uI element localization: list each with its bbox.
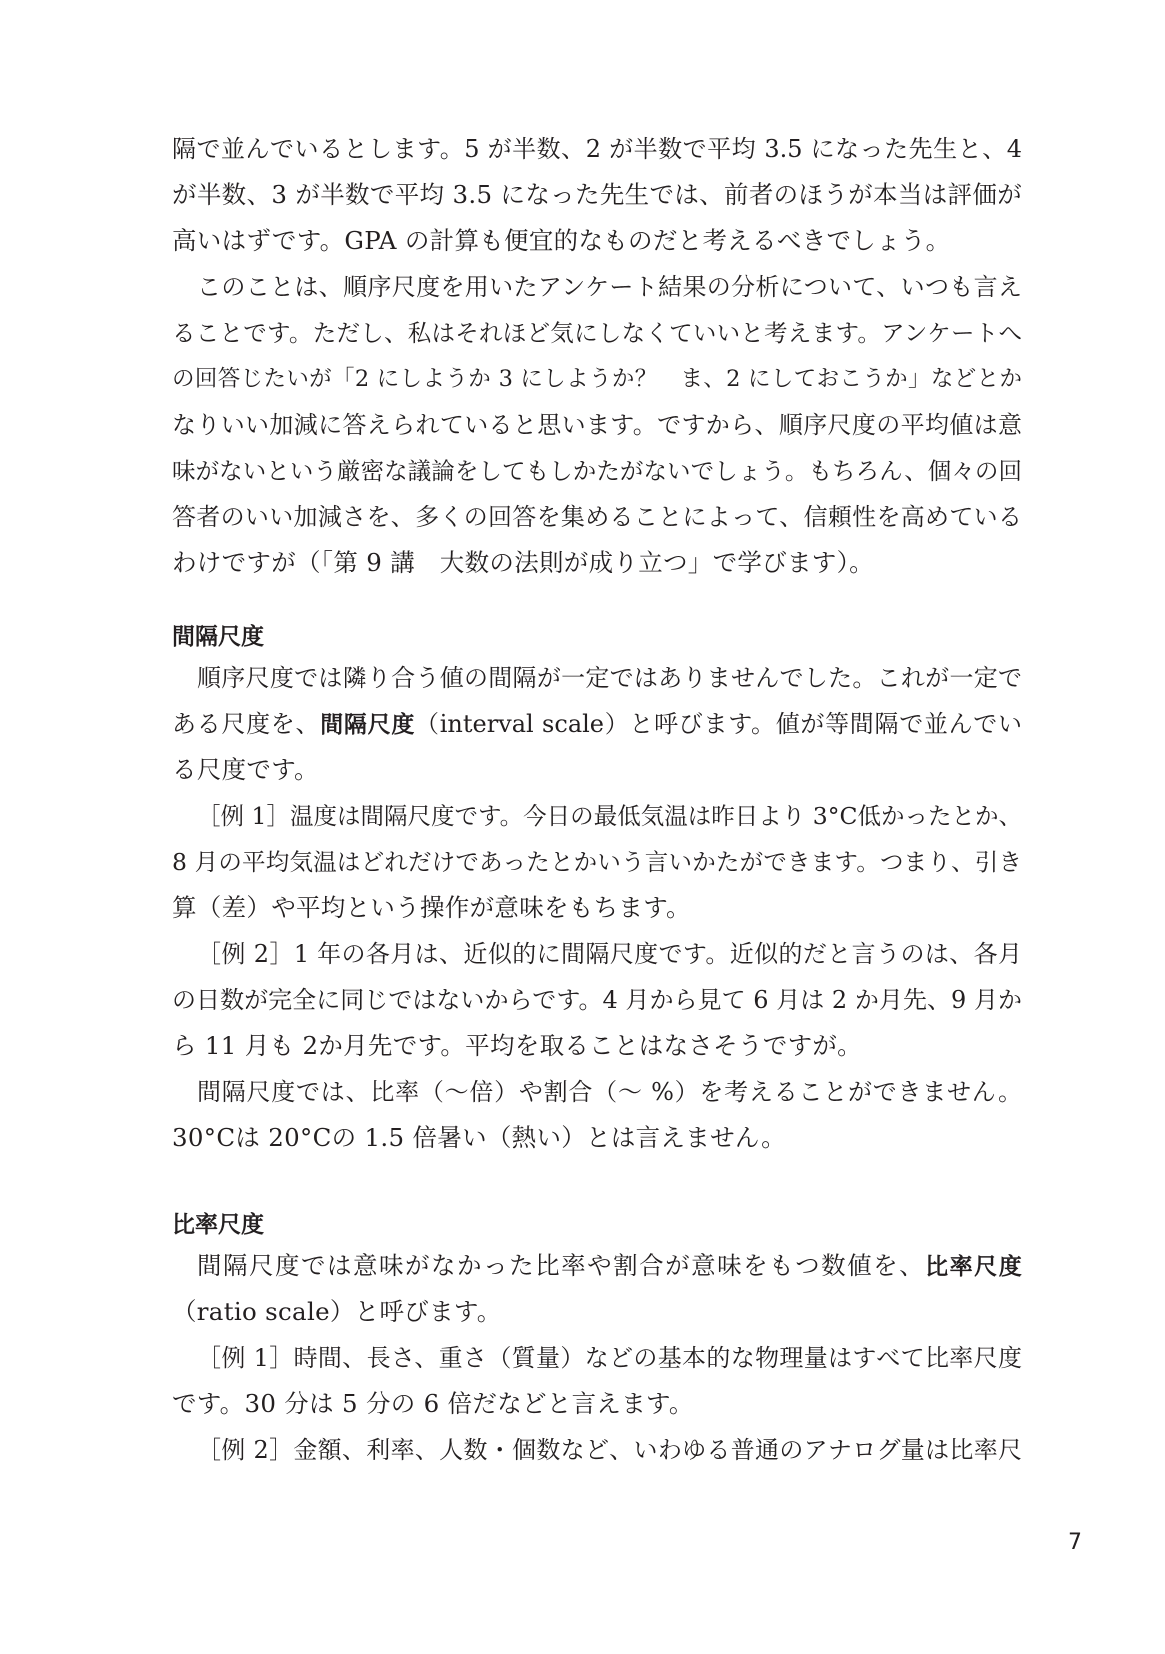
body-line: ることです。ただし、私はそれほど気にしなくていいと考えます。アンケートへ bbox=[172, 319, 1022, 347]
body-line bbox=[172, 1243, 1022, 1289]
body-line: 隔で並んでいるとします。5 が半数、2 が半数で平均 3.5 になった先生と、4 bbox=[172, 135, 1022, 163]
body-line: の日数が完全に同じではないからです。4 月から見て 6 月は 2 か月先、9 月か bbox=[172, 986, 1022, 1014]
body-line: です。30 分は 5 分の 6 倍だなどと言えます。 bbox=[172, 1389, 694, 1418]
body-line bbox=[172, 701, 1022, 747]
term-ratio-scale: 比率尺度 bbox=[925, 1254, 1022, 1280]
body-line: が半数、3 が半数で平均 3.5 になった先生では、前者のほうが本当は評価が bbox=[172, 180, 1022, 209]
body-line: 順序尺度では隣り合う値の間隔が一定ではありませんでした。これが一定で bbox=[197, 664, 1022, 692]
page-number: 7 bbox=[1068, 1530, 1082, 1555]
body-line: 味がないという厳密な議論をしてもしかたがないでしょう。もちろん、個々の回 bbox=[172, 457, 1022, 485]
body-line: 30°Cは 20°Cの 1.5 倍暑い（熱い）とは言えません。 bbox=[172, 1123, 786, 1152]
section-heading-ratio-scale: 比率尺度 bbox=[172, 1212, 264, 1238]
body-line: （ratio scale）と呼びます。 bbox=[172, 1297, 502, 1326]
body-line: ［例 1］温度は間隔尺度です。今日の最低気温は昨日より 3°C低かったとか、 bbox=[197, 802, 1022, 830]
body-line: このことは、順序尺度を用いたアンケート結果の分析について、いつも言え bbox=[197, 273, 1022, 301]
body-line: ［例 2］金額、利率、人数・個数など、いわゆる普通のアナログ量は比率尺 bbox=[197, 1436, 1022, 1464]
body-line: の回答じたいが「2 にしようか 3 にしようか？ ま、2 にしておこうか」などとか bbox=[172, 366, 1022, 392]
body-line: 8 月の平均気温はどれだけであったとかいう言いかたができます。つまり、引き bbox=[172, 848, 1022, 876]
text-run: （interval scale）と呼びます。値が等間隔で並んでい bbox=[415, 710, 1023, 738]
text-run: ある尺度を、 bbox=[172, 710, 321, 738]
body-line: ［例 2］1 年の各月は、近似的に間隔尺度です。近似的だと言うのは、各月 bbox=[197, 940, 1022, 968]
body-line: る尺度です。 bbox=[172, 755, 319, 784]
section-heading-interval-scale: 間隔尺度 bbox=[172, 624, 264, 650]
body-line: ［例 1］時間、長さ、重さ（質量）などの基本的な物理量はすべて比率尺度 bbox=[197, 1344, 1022, 1372]
body-line: ら 11 月も 2か月先です。平均を取ることはなさそうですが。 bbox=[172, 1031, 862, 1060]
body-line: 算（差）や平均という操作が意味をもちます。 bbox=[172, 893, 691, 922]
text-run: 間隔尺度では意味がなかった比率や割合が意味をもつ数値を、 bbox=[197, 1251, 926, 1280]
body-line: 答者のいい加減さを、多くの回答を集めることによって、信頼性を高めている bbox=[172, 503, 1022, 531]
body-line: 高いはずです。GPA の計算も便宜的なものだと考えるべきでしょう。 bbox=[172, 226, 951, 255]
body-line: わけですが（「第 9 講 大数の法則が成り立つ」で学びます）。 bbox=[172, 548, 874, 577]
term-interval-scale: 間隔尺度 bbox=[320, 712, 416, 738]
body-line: なりいい加減に答えられていると思います。ですから、順序尺度の平均値は意 bbox=[172, 411, 1022, 439]
body-line: 間隔尺度では、比率（〜倍）や割合（〜 %）を考えることができません。 bbox=[197, 1078, 1022, 1106]
